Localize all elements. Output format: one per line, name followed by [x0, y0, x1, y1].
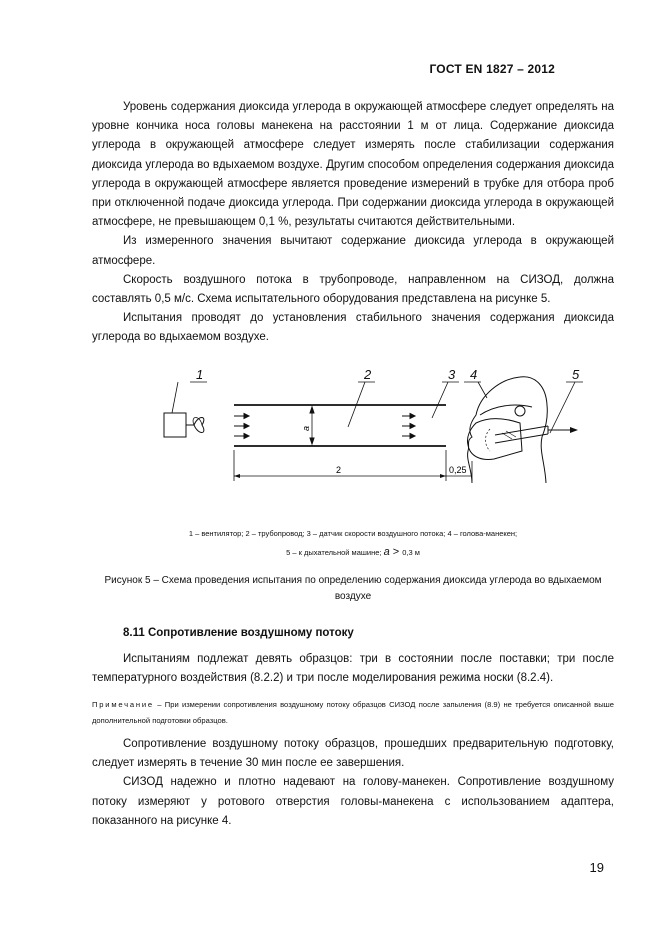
paragraph: Уровень содержания диоксида углерода в окружающей атмосфере следует определять на уровне кончика носа головы манекена на расстоянии 1 м от лица. Содержание диоксида углерода в окружающей атмосфере следует измерять после стабилизации содержания диоксида углерода во вдыхаемом воздухе. Другим способом определения содержания диоксида углерода в окружающей атмосфере является проведение измерений в трубке для отбора проб при отключенной подаче диоксида углерода. При содержании диоксида углерода в окружающей атмосфере, не превышающем 0,1 %, результаты считаются действительными. — [92, 101, 614, 229]
legend-symbol-a: a — [383, 546, 390, 558]
label-3: 3 — [448, 367, 456, 382]
legend-line-2 — [92, 543, 614, 562]
paragraph: Испытаниям подлежат девять образцов: три в состоянии после поставки; три после температурного воздействия (8.2.2) и три после моделирования режима носки (8.2.4). — [92, 653, 614, 685]
page-number: 19 — [589, 860, 604, 875]
label-5: 5 — [572, 367, 580, 382]
body-text-block — [92, 650, 614, 688]
paragraph: Сопротивление воздушному потоку образцов, прошедших предварительную подготовку, следует измерять в течение 30 мин после ее завершения. — [92, 738, 614, 770]
body-text-block — [92, 735, 614, 831]
paragraph: СИЗОД надежно и плотно надевают на голову-манекен. Сопротивление воздушному потоку измеряют у ротового отверстия головы-манекена с использованием адаптера, показанного на рисунке 4. — [92, 776, 614, 827]
test-setup-diagram — [150, 365, 590, 485]
fan-box — [164, 413, 186, 437]
fan-icon — [193, 418, 204, 433]
section-heading: 8.11 Сопротивление воздушному потоку — [123, 627, 354, 639]
dimension-a: a — [301, 425, 311, 431]
note — [92, 697, 614, 728]
legend-line-1: 1 – вентилятор; 2 – трубопровод; 3 – датчик скорости воздушного потока; 4 – голова-манекен; — [188, 529, 518, 538]
document-header: ГОСТ EN 1827 – 2012 — [429, 62, 555, 76]
paragraph: Скорость воздушного потока в трубопроводе, направленном на СИЗОД, должна составлять 0,5 м/с. Схема испытательного оборудования представлена на рисунке 5. — [92, 273, 614, 306]
note-text: – При измерении сопротивления воздушному потоку образцов СИЗОД после запыления (8.9) не требуется описанной выше дополнительной подготовки образцов. — [92, 700, 614, 725]
dimension-length: 2 — [336, 465, 342, 475]
label-4: 4 — [470, 367, 478, 382]
legend-text: 5 – к дыхательной машине; — [286, 548, 384, 557]
dimension-gap: 0,25 — [449, 465, 467, 475]
body-text-block — [92, 98, 614, 348]
label-2: 2 — [364, 367, 372, 382]
figure-legend — [92, 525, 614, 562]
figure-title: Рисунок 5 – Схема проведения испытания по определению содержания диоксида углерода во вдыхаемом воздухе — [104, 575, 602, 602]
airflow-arrows — [234, 414, 415, 439]
label-1: 1 — [196, 367, 204, 382]
legend-value: 0,3 м — [402, 548, 420, 557]
paragraph: Испытания проводят до установления стабильного значения содержания диоксида углерода во вдыхаемом воздухе. — [92, 312, 614, 344]
dummy-head — [467, 377, 548, 483]
note-label: Примечание — [92, 700, 154, 709]
paragraph: Из измеренного значения вычитают содержание диоксида углерода в окружающей атмосфере. — [92, 235, 614, 267]
legend-greater-than: > — [389, 546, 403, 558]
